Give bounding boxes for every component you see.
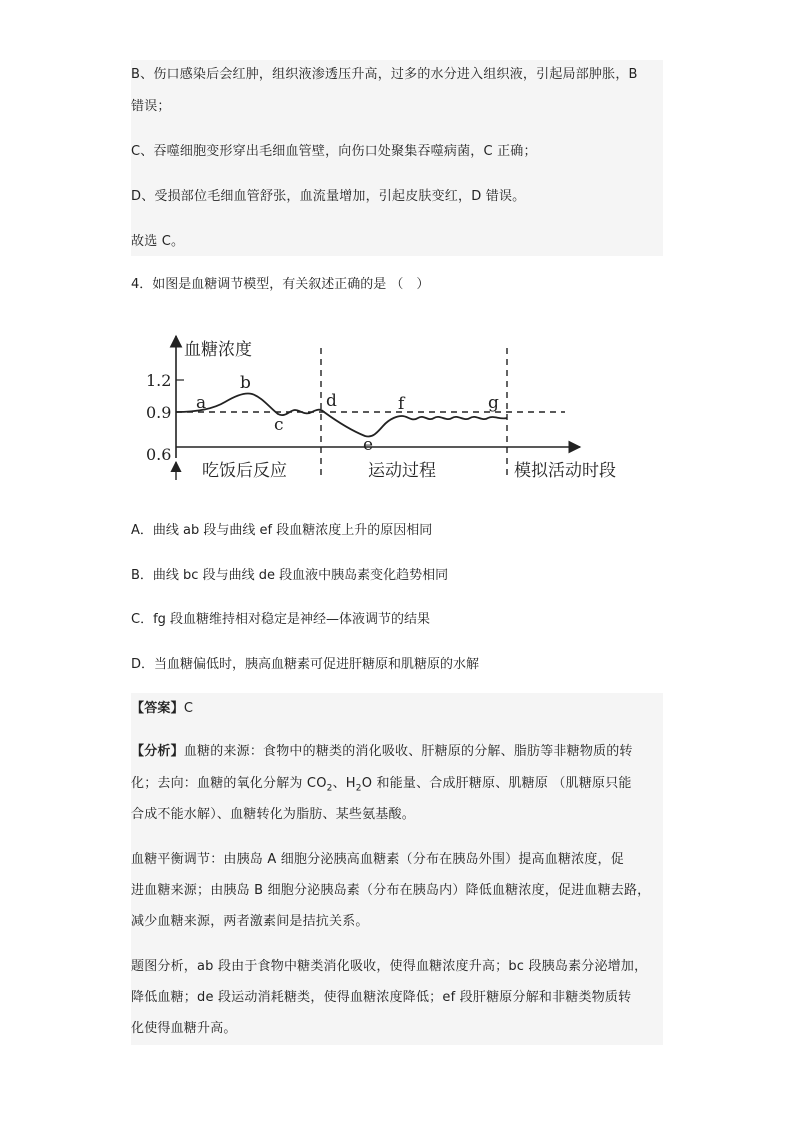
balance-line-1: 血糖平衡调节：由胰岛 A 细胞分泌胰高血糖素（分布在胰岛外围）提高血糖浓度，促 (131, 852, 624, 867)
option-a: A．曲线 ab 段与曲线 ef 段血糖浓度上升的原因相同 (131, 523, 433, 538)
prev-answer-b-line2: 错误； (131, 99, 171, 114)
option-b: B．曲线 bc 段与曲线 de 段血液中胰岛素变化趋势相同 (131, 568, 449, 583)
prev-answer-choice: 故选 C。 (131, 234, 185, 249)
blood-sugar-figure (140, 330, 650, 490)
analysis-text-2b: 、H (332, 776, 356, 791)
analysis-text-2a: 化；去向：血糖的氧化分解为 CO (131, 776, 327, 791)
answer-line (131, 700, 663, 718)
analysis-line-2 (131, 775, 663, 798)
prev-answer-c-line: C、吞噬细胞变形穿出毛细血管壁，向伤口处聚集吞噬病菌，C 正确； (131, 144, 537, 159)
phase-label-exercise: 运动过程 (368, 461, 436, 481)
option-d: D．当血糖偏低时，胰高血糖素可促进肝糖原和肌糖原的水解 (131, 657, 480, 672)
option-c: C．fg 段血糖维持相对稳定是神经—体液调节的结果 (131, 612, 431, 627)
question-stem: 4．如图是血糖调节模型，有关叙述正确的是 （ ） (131, 277, 430, 292)
balance-line-3: 减少血糖来源，两者激素间是拮抗关系。 (131, 914, 369, 929)
point-label-b: b (240, 373, 251, 393)
analysis-line-3: 合成不能水解）、血糖转化为脂肪、某些氨基酸。 (131, 807, 415, 822)
phase-label-meal: 吃饭后反应 (202, 461, 287, 481)
point-label-d: d (326, 391, 337, 411)
y-axis-title: 血糖浓度 (184, 340, 252, 360)
h2o-subscript: 2 (355, 783, 362, 794)
y-tick-1-2: 1.2 (146, 371, 172, 390)
analysis-line-1 (131, 743, 663, 761)
prev-answer-d-line: D、受损部位毛细血管舒张，血流量增加，引起皮肤变红，D 错误。 (131, 189, 526, 204)
point-label-a: a (196, 393, 207, 413)
blood-sugar-curve (176, 393, 507, 436)
analysis-label: 【分析】 (131, 744, 184, 759)
answer-value: C (183, 701, 194, 716)
analysis-text-2c: O 和能量、合成肝糖原、肌糖原 （肌糖原只能 (361, 776, 632, 791)
figure-analysis-line-2: 降低血糖；de 段运动消耗糖类，使得血糖浓度降低；ef 段肝糖原分解和非糖类物质转 (131, 990, 632, 1005)
figure-analysis-line-1: 题图分析，ab 段由于食物中糖类消化吸收，使得血糖浓度升高；bc 段胰岛素分泌增加， (131, 959, 648, 974)
answer-label: 【答案】 (131, 701, 184, 716)
phase-label-simulated: 模拟活动时段 (514, 461, 616, 481)
figure-analysis-line-3: 化使得血糖升高。 (131, 1021, 237, 1036)
y-tick-0-6: 0.6 (146, 445, 172, 464)
analysis-text-1: 血糖的来源：食物中的糖类的消化吸收、肝糖原的分解、脂肪等非糖物质的转 (183, 744, 633, 759)
point-label-c: c (274, 415, 284, 435)
point-label-f: f (398, 394, 405, 414)
balance-line-2: 进血糖来源；由胰岛 B 细胞分泌胰岛素（分布在胰岛内）降低血糖浓度，促进血糖去路， (131, 883, 651, 898)
y-tick-0-9: 0.9 (146, 403, 172, 422)
point-label-e: e (363, 435, 374, 455)
prev-answer-b-line1: B、伤口感染后会红肿，组织液渗透压升高，过多的水分进入组织液，引起局部肿胀，B (131, 67, 638, 82)
co2-subscript: 2 (326, 783, 333, 794)
point-label-g: g (488, 393, 499, 413)
